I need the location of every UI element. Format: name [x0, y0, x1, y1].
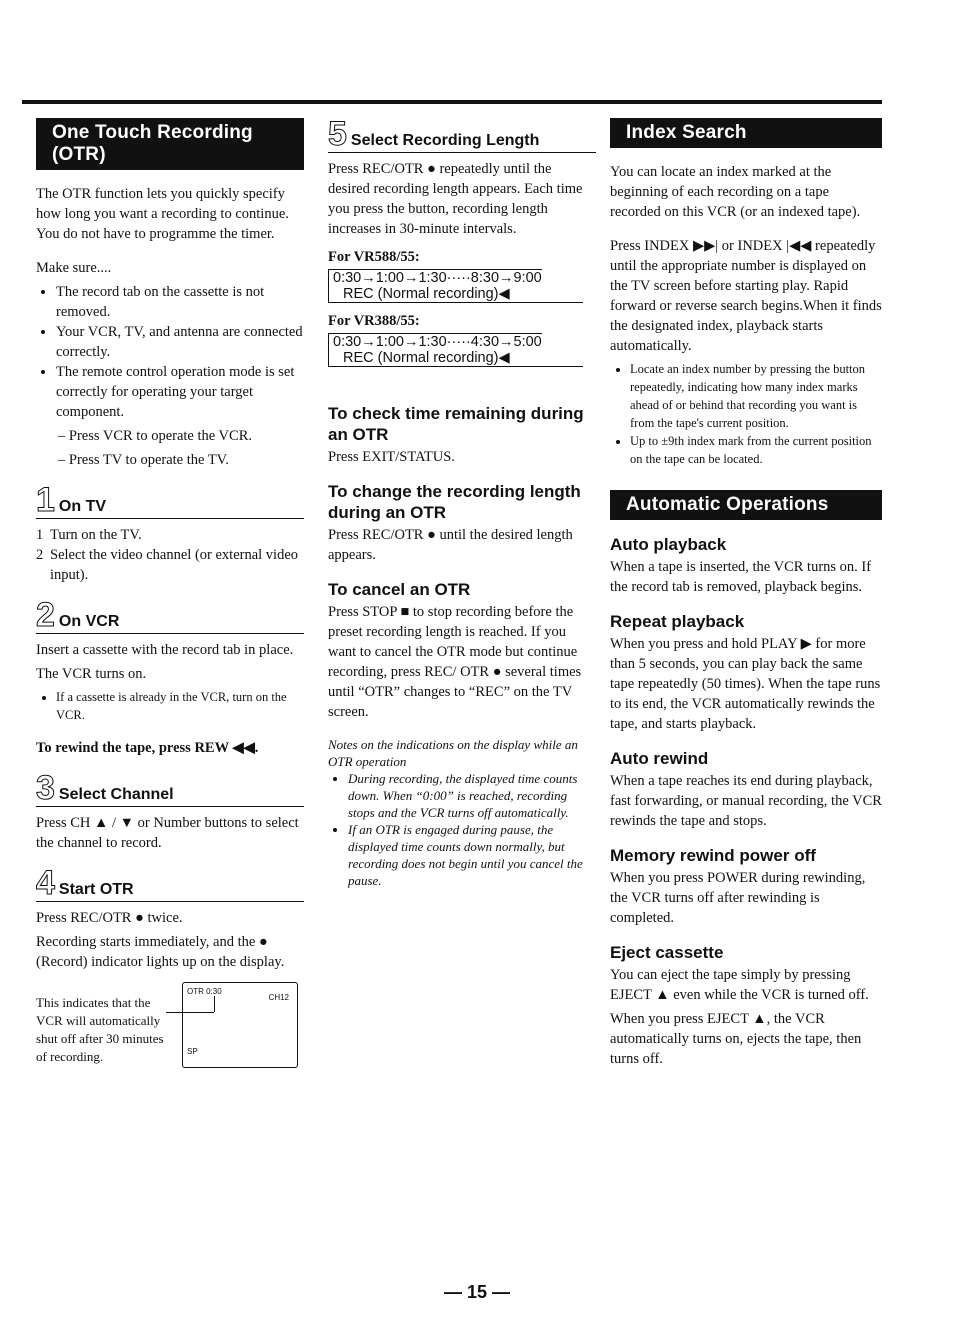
- section-title-auto: Automatic Operations: [610, 490, 882, 520]
- vcr-display: [182, 982, 298, 1068]
- step-3-heading: [36, 769, 304, 807]
- step-1-list: [36, 525, 304, 585]
- step-title: On VCR: [58, 613, 120, 630]
- heading-check-time: To check time remaining during an OTR: [328, 404, 584, 444]
- heading-cancel-otr: To cancel an OTR: [328, 580, 471, 599]
- step-2-heading: [36, 596, 304, 634]
- step-2-text: Insert a cassette with the record tab in place.: [36, 642, 294, 658]
- dash-tv: – Press TV to operate the TV.: [58, 452, 229, 468]
- list-item: • During recording, the displayed time counts down. When “0:00” is reached, recording stops and the VCR turns off automatically.: [348, 770, 596, 821]
- step-number: 2: [36, 596, 55, 634]
- step-2-note: [36, 688, 304, 724]
- eject-text: When you press EJECT ▲, the VCR automatically turns on, ejects the tape, then turns off.: [610, 1011, 862, 1067]
- heading-change-length: To change the recording length during an OTR: [328, 482, 581, 522]
- step-title: Select Channel: [58, 786, 174, 803]
- display-note: This indicates that the VCR will automatically shut off after 30 minutes of recording.: [36, 995, 164, 1064]
- column-index-auto: [610, 118, 882, 1073]
- auto-playback-text: When a tape is inserted, the VCR turns on. If the record tab is removed, playback begins.: [610, 559, 872, 595]
- sequence-values: 0:30→1:00→1:30·····4:30→5:00: [328, 333, 542, 350]
- heading-auto-playback: Auto playback: [610, 535, 727, 554]
- step-number: 5: [328, 115, 347, 153]
- display-speed: SP: [187, 1047, 198, 1056]
- list-item: • Your VCR, TV, and antenna are connected correctly.: [56, 322, 304, 362]
- make-sure-label: Make sure....: [36, 260, 112, 276]
- step-title: Select Recording Length: [350, 132, 540, 149]
- length-sequence: [328, 269, 596, 303]
- section-title-otr: One Touch Recording (OTR): [36, 118, 304, 170]
- list-item: • The remote control operation mode is set correctly for operating your target component.: [56, 362, 304, 422]
- index-instructions: Press INDEX ▶▶| or INDEX |◀◀ repeatedly until the appropriate number is displayed on the TV screen before starting play. Rapid forward or reverse search begins.When it finds the designated index, playback starts automatically.: [610, 238, 882, 354]
- list-item: 2 Select the video channel (or external video input).: [36, 547, 299, 583]
- page-number: — 15 —: [443, 1282, 511, 1302]
- repeat-playback-text: When you press and hold PLAY ▶ for more than 5 seconds, you can play back the same tape repeatedly (50 times). When the tape runs to its end, the VCR automatically rewinds the tape, and starts playback.: [610, 636, 881, 732]
- cancel-otr-text: Press STOP ■ to stop recording before the preset recording length is reached. If you want to cancel the OTR mode but continue recording, press REC/ OTR ● several times until “OTR” changes to “REC” on the TV screen.: [328, 604, 582, 720]
- index-intro: You can locate an index marked at the beginning of each recording on a tape recorded on this VCR (or an indexed tape).: [610, 164, 861, 220]
- step-3-text: Press CH ▲ / ▼ or Number buttons to select the channel to record.: [36, 815, 299, 851]
- list-item: • If an OTR is engaged during pause, the displayed time counts down normally, but recording does not begin until you cancel the pause.: [348, 821, 596, 889]
- memory-rewind-text: When you press POWER during rewinding, the VCR turns off after rewinding is completed.: [610, 870, 866, 926]
- model-label: For VR588/55:: [328, 249, 420, 265]
- change-length-text: Press REC/OTR ● until the desired length appears.: [328, 527, 573, 563]
- length-sequence: [328, 333, 596, 367]
- dash-vcr: – Press VCR to operate the VCR.: [58, 428, 253, 444]
- rewind-text: To rewind the tape, press REW ◀◀.: [36, 740, 259, 756]
- otr-intro: The OTR function lets you quickly specify how long you want a recording to continue. You do not have to programme the timer.: [36, 186, 289, 242]
- eject-text: You can eject the tape simply by pressing EJECT ▲ even while the VCR is turned off.: [610, 967, 869, 1003]
- index-notes: [610, 360, 882, 468]
- step-number: 1: [36, 481, 55, 519]
- step-5-text: Press REC/OTR ● repeatedly until the desired recording length appears. Each time you press the button, recording length increases in 30-minute intervals.: [328, 161, 583, 237]
- heading-memory-rewind: Memory rewind power off: [610, 846, 816, 865]
- make-sure-list: [36, 282, 304, 422]
- column-recording-length: [328, 115, 596, 893]
- heading-eject: Eject cassette: [610, 943, 724, 962]
- heading-repeat-playback: Repeat playback: [610, 612, 745, 631]
- display-otr: OTR 0:30: [187, 987, 222, 996]
- section-title-index: Index Search: [610, 118, 882, 148]
- notes-block: [328, 736, 596, 889]
- step-number: 4: [36, 864, 55, 902]
- step-1-heading: [36, 481, 304, 519]
- step-5-heading: [328, 115, 596, 153]
- list-item: • Locate an index number by pressing the button repeatedly, indicating how many index marks ahead of or behind that recording you want is from the tape's current position.: [630, 360, 882, 432]
- auto-rewind-text: When a tape reaches its end during playback, fast forwarding, or manual recording, the VCR rewinds the tape and stops.: [610, 773, 882, 829]
- list-item: • Up to ±9th index mark from the current position on the tape can be located.: [630, 432, 882, 468]
- step-number: 3: [36, 769, 55, 807]
- step-4-heading: [36, 864, 304, 902]
- step-4-text: Press REC/OTR ● twice.: [36, 910, 183, 926]
- notes-list: [328, 770, 596, 889]
- step-title: Start OTR: [58, 881, 134, 898]
- sequence-return: REC (Normal recording)◀: [328, 350, 583, 367]
- column-otr: [36, 118, 304, 1082]
- model-label: For VR388/55:: [328, 313, 420, 329]
- step-4-text: Recording starts immediately, and the ● (Record) indicator lights up on the display.: [36, 934, 285, 970]
- sequence-values: 0:30→1:00→1:30·····8:30→9:00: [328, 269, 542, 286]
- notes-title: Notes on the indications on the display while an OTR operation: [328, 737, 578, 769]
- check-time-text: Press EXIT/STATUS.: [328, 449, 455, 465]
- list-item: • If a cassette is already in the VCR, turn on the VCR.: [56, 688, 304, 724]
- step-title: On TV: [58, 498, 107, 515]
- list-item: • The record tab on the cassette is not removed.: [56, 282, 304, 322]
- step-2-text: The VCR turns on.: [36, 666, 147, 682]
- list-item: 1 Turn on the TV.: [36, 527, 142, 543]
- display-channel: CH12: [268, 993, 289, 1002]
- display-illustration: [36, 982, 304, 1082]
- sequence-return: REC (Normal recording)◀: [328, 286, 583, 303]
- top-rule: [22, 100, 882, 104]
- heading-auto-rewind: Auto rewind: [610, 749, 709, 768]
